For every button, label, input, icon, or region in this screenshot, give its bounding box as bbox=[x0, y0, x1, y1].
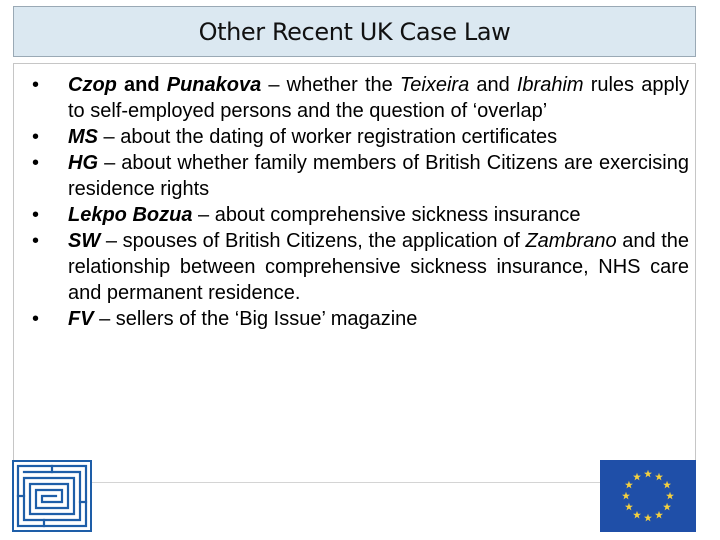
bullet-text-segment: – whether the bbox=[261, 74, 400, 96]
bullet-text-segment: – about the dating of worker registration certificates bbox=[98, 126, 558, 148]
bullet-text-segment: Punakova bbox=[166, 74, 262, 96]
bullet-item bbox=[32, 124, 689, 150]
bullet-item bbox=[32, 150, 689, 202]
bullet-item bbox=[32, 306, 689, 332]
eu-star-icon bbox=[644, 470, 652, 478]
bullet-text-segment: Lekpo Bozua bbox=[68, 204, 193, 226]
bullet-item bbox=[32, 202, 689, 228]
bullet-text-segment: FV bbox=[68, 308, 94, 330]
bullet-text-segment: SW bbox=[68, 230, 101, 252]
bullet-text-segment: HG bbox=[68, 152, 98, 174]
eu-star-icon bbox=[625, 481, 633, 489]
bullet-text-segment: – about whether family members of British Citizens are exercising residence rights bbox=[68, 152, 689, 200]
bullet-text-segment: and the relationship between comprehensive sickness insurance, NHS care and permanent residence. bbox=[68, 230, 689, 304]
bullet-text-segment: – spouses of British Citizens, the application of bbox=[100, 230, 526, 252]
bullet-text-segment: Czop bbox=[68, 74, 117, 96]
bullet-text-segment: – sellers of the ‘Big Issue’ magazine bbox=[93, 308, 418, 330]
bullet-text-segment: Zambrano bbox=[525, 230, 617, 252]
slide-title: Other Recent UK Case Law bbox=[198, 17, 511, 46]
bullet-dot: • bbox=[32, 74, 40, 96]
bullet-dot: • bbox=[32, 152, 40, 174]
eu-star-icon bbox=[666, 492, 674, 500]
bullet-dot: • bbox=[32, 204, 40, 226]
eu-star-icon bbox=[655, 511, 663, 519]
bullet-dot: • bbox=[32, 230, 40, 252]
bullet-dot: • bbox=[32, 308, 40, 330]
eu-star-icon bbox=[644, 514, 652, 522]
bullet-text-segment: Teixeira bbox=[399, 74, 470, 96]
eu-star-icon bbox=[655, 473, 663, 481]
bullet-item bbox=[32, 72, 689, 124]
maze-logo-icon bbox=[12, 460, 92, 532]
bullet-text-segment: rules apply to self-employed persons and the question of ‘overlap’ bbox=[68, 74, 690, 122]
eu-star-icon bbox=[622, 492, 630, 500]
bullet-text-segment: MS bbox=[68, 126, 98, 148]
bullet-list bbox=[32, 72, 689, 332]
bullet-text-segment: and bbox=[469, 74, 517, 96]
eu-star-icon bbox=[633, 473, 641, 481]
bullet-dot: • bbox=[32, 126, 40, 148]
bullet-text-segment: Ibrahim bbox=[516, 74, 584, 96]
footer-divider bbox=[82, 482, 600, 483]
eu-flag-icon bbox=[600, 460, 696, 532]
bullet-text-segment: and bbox=[116, 74, 167, 96]
content-panel bbox=[13, 63, 696, 483]
bullet-text-segment: – about comprehensive sickness insurance bbox=[192, 204, 581, 226]
eu-star-icon bbox=[625, 503, 633, 511]
eu-star-icon bbox=[663, 481, 671, 489]
eu-star-icon bbox=[633, 511, 641, 519]
eu-star-icon bbox=[663, 503, 671, 511]
slide-title-bar bbox=[13, 6, 696, 57]
bullet-item bbox=[32, 228, 689, 306]
